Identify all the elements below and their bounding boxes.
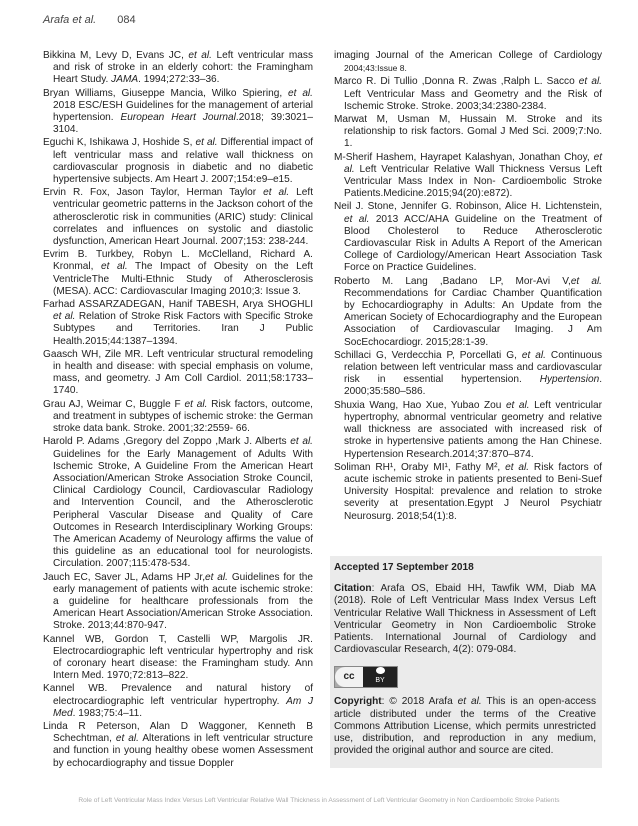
running-footer: Role of Left Ventricular Mass Index Versus Left Ventricular Relative Wall Thickness in Assessment of Left Ventricular Geometry in Non Cardioembolic Stroke Patients	[78, 797, 560, 804]
reference-item: Linda R Peterson, Alan D Waggoner, Kenneth B Schechtman, et al. Alterations in left ventricular structure and function in young healthy obese women Assessment by echocardiography and tissue Doppler	[43, 720, 313, 769]
reference-continuation: imaging Journal of the American College of Cardiology 2004;43:Issue 8.	[334, 50, 602, 74]
reference-item: Farhad ASSARZADEGAN, Hanif TABESH, Arya SHOGHLI et al. Relation of Stroke Risk Factors with Specific Stroke Subtypes and Territories. Iran J Public Health.2015;44:1387–1394.	[43, 299, 313, 347]
accepted-date: Accepted 17 September 2018	[334, 562, 474, 573]
references-left-column	[43, 50, 313, 771]
citation: Citation: Arafa OS, Ebaid HH, Tawfik WM, Diab MA (2018). Role of Left Ventricular Mass Index Versus Left Ventricular Relative Wall Thickness in Assessment of Left Ventricular Geometry in Non Cardioembolic Stroke Patients. International Journal of Cardiology and Cardiovascular Research, 4(2): 079-084.	[334, 583, 596, 656]
reference-item: Soliman RH¹, Oraby MI¹, Fathy M², et al. Risk factors of acute ischemic stroke in patients presented to Beni-Suef University Hospital: prevalence and relation to stroke severity at presentation.Egypt J Neurol Psychiatr Neurosurg. 2018;54(1):8.	[334, 461, 602, 522]
by-icon: BY	[363, 667, 397, 687]
reference-item: Jauch EC, Saver JL, Adams HP Jr,et al. Guidelines for the early management of patients with acute ischemic stroke: a guideline for healthcare professionals from the American Heart Association/American Stroke Association. Stroke. 2013;44:870-947.	[43, 571, 314, 632]
reference-item: M-Sherif Hashem, Hayrapet Kalashyan, Jonathan Choy, et al. Left Ventricular Relative Wall Thickness Versus Left Ventricular Mass Index in Non- Cardioembolic Stroke Patients.Medicine.2015;94(20):e872).	[334, 151, 602, 200]
reference-item: Schillaci G, Verdecchia P, Porcellati G, et al. Continuous relation between left ventricular mass and cardiovascular risk in essential hypertension. Hypertension. 2000;35:580–586.	[334, 349, 602, 398]
references-right-column	[334, 50, 602, 524]
copyright: Copyright: © 2018 Arafa et al. This is an open-access article distributed under the terms of the Creative Commons Attribution License, which permits unrestricted use, distribution, and reproduction in any medium, provided the original author and source are cited.	[334, 696, 596, 757]
reference-item: Gaasch WH, Zile MR. Left ventricular structural remodeling in health and disease: with special emphasis on volume, mass, and geometry. J Am Coll Cardiol. 2011;58:1733–1740.	[43, 348, 313, 397]
article-info-box	[330, 556, 602, 768]
reference-item: Marco R. Di Tullio ,Donna R. Zwas ,Ralph L. Sacco et al. Left Ventricular Mass and Geometry and the Risk of Ischemic Stroke. Stroke. 2003;34:2380-2384.	[334, 76, 602, 112]
reference-item: Harold P. Adams ,Gregory del Zoppo ,Mark J. Alberts et al. Guidelines for the Early Management of Adults With Ischemic Stroke, A Guideline From the American Heart Association/American Stroke Association Stroke Council, Clinical Cardiology Council, Cardiovascular Radiology and Intervention Council, and the Atherosclerotic Peripheral Vascular Disease and Quality of Care Outcomes in Research Interdisciplinary Working Groups: The American Academy of Neurology affirms the value of this guideline as an educational tool for neurologists. Circulation. 2007;115:478-534.	[43, 436, 313, 570]
reference-item: Ervin R. Fox, Jason Taylor, Herman Taylor et al. Left ventricular geometric patterns in the Jackson cohort of the atherosclerotic risk in communities (ARIC) study: Clinical correlates and influences on systolic and diastolic dysfunction, American Heart Journal. 2007;153: 238-244.	[43, 187, 313, 248]
reference-item: Kannel WB, Gordon T, Castelli WP, Margolis JR. Electrocardiographic left ventricular hypertrophy and risk of coronary heart disease: the Framingham study. Ann Intern Med. 1970;72:813–822.	[43, 633, 313, 682]
reference-item: Bikkina M, Levy D, Evans JC, et al. Left ventricular mass and risk of stroke in an elderly cohort: the Framingham Heart Study. JAMA. 1994;272:33–36.	[43, 50, 314, 86]
cc-by-license-icon[interactable]	[334, 666, 398, 688]
reference-item: Bryan Williams, Giuseppe Mancia, Wilko Spiering, et al. 2018 ESC/ESH Guidelines for the management of arterial hypertension. European Heart Journal.2018; 39:3021–3104.	[43, 87, 313, 136]
person-icon	[376, 667, 385, 674]
reference-item: Shuxia Wang, Hao Xue, Yubao Zou et al. Left ventricular hypertrophy, abnormal ventricular geometry and relative wall thickness are associated with increased risk of stroke in hypertensive patients among the Han Chinese. Hypertension Research.2014;37:870–874.	[334, 399, 602, 460]
reference-item: Marwat M, Usman M, Hussain M. Stroke and its relationship to risk factors. Gomal J Med Sci. 2009;7:No. 1.	[334, 114, 602, 150]
reference-item: Neil J. Stone, Jennifer G. Robinson, Alice H. Lichtenstein, et al. 2013 ACC/AHA Guideline on the Treatment of Blood Cholesterol to Reduce Atherosclerotic Cardiovascular Risk in Adults A Report of the American College of Cardiology/American Heart Association Task Force on Practice Guidelines.	[334, 201, 602, 274]
reference-item: Evrim B. Turkbey, Robyn L. McClelland, Richard A. Kronmal, et al. The Impact of Obesity on the Left VentricleThe Multi-Ethnic Study of Atherosclerosis (MESA). ACC: Cardiovascular Imaging 2010;3: Issue 3.	[43, 249, 313, 297]
reference-item: Grau AJ, Weimar C, Buggle F et al. Risk factors, outcome, and treatment in subtypes of ischemic stroke: the German stroke data bank. Stroke. 2001;32:2559- 66.	[43, 398, 313, 435]
cc-icon: cc	[335, 667, 363, 687]
reference-item: Kannel WB. Prevalence and natural history of electrocardiographic left ventricular hypertrophy. Am J Med. 1983;75:4–11.	[43, 683, 313, 719]
reference-item: Eguchi K, Ishikawa J, Hoshide S, et al. Differential impact of left ventricular mass and relative wall thickness on cardiovascular prognosis in diabetic and no diabetic hypertensive subjects. Am Heart J. 2007;154:e9–e15.	[43, 137, 314, 186]
header-authors: Arafa et al.	[43, 14, 97, 26]
running-header	[43, 14, 136, 26]
page-number: 084	[117, 14, 136, 26]
reference-item: Roberto M. Lang ,Badano LP, Mor-Avi V,et al. Recommendations for Cardiac Chamber Quantification by Echocardiography in Adults: An Update from the American Society of Echocardiography and the European Association of Cardiovascular Imaging. J Am SocEchocardiogr. 2015;28:1-39.	[334, 275, 602, 348]
